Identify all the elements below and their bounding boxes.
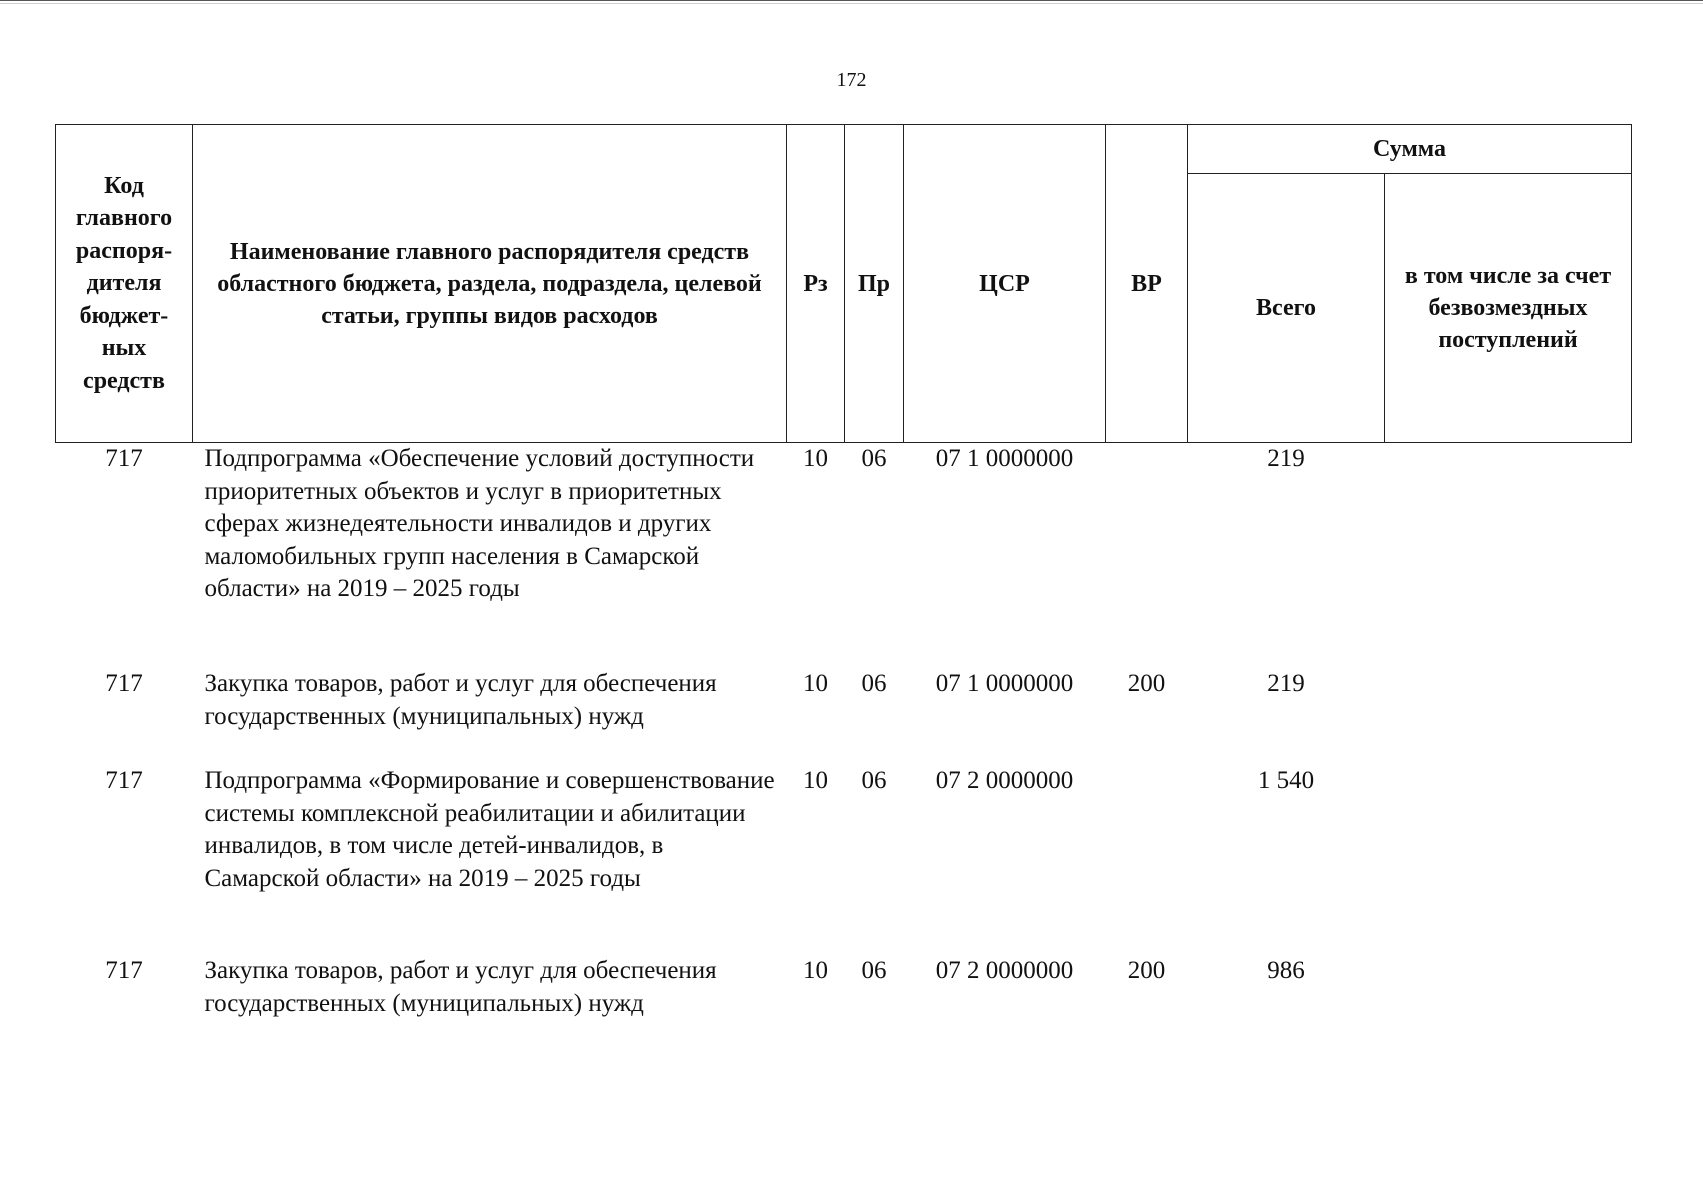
cell-name: Закупка товаров, работ и услуг для обеспечения государственных (муниципальных) нужд (204, 957, 717, 1017)
budget-table (55, 124, 1632, 1065)
cell-pr: 06 (861, 445, 887, 472)
cell-code: 717 (105, 957, 143, 984)
cell-free (1385, 443, 1632, 669)
cell-free (1385, 668, 1632, 765)
cell-pr: 06 (861, 767, 887, 794)
cell-total: 219 (1267, 670, 1305, 697)
cell-name: Подпрограмма «Обеспечение условий доступности приоритетных объектов и услуг в приоритетных сферах жизнедеятельности инвалидов и других маломобильных групп населения в Самарской области» на 2019 – 2025 годы (204, 445, 755, 602)
cell-code: 717 (105, 670, 143, 697)
cell-pr: 06 (861, 670, 887, 697)
header-total: Всего (1188, 174, 1385, 443)
cell-total: 1 540 (1257, 767, 1315, 794)
cell-rz: 10 (803, 767, 828, 794)
cell-free (1385, 955, 1632, 1065)
cell-vr: 200 (1127, 670, 1166, 697)
cell-csr: 07 1 0000000 (935, 445, 1074, 472)
cell-pr: 06 (861, 957, 887, 984)
cell-free (1385, 765, 1632, 955)
header-pr: Пр (845, 125, 904, 443)
header-vr: ВР (1106, 125, 1188, 443)
header-code: Код главного распоря-дителя бюджет-ных средств (56, 125, 193, 443)
cell-total: 986 (1267, 957, 1305, 984)
cell-rz: 10 (803, 957, 828, 984)
cell-name: Подпрограмма «Формирование и совершенствование системы комплексной реабилитации и абилитации инвалидов, в том числе детей-инвалидов, в Самарской области» на 2019 – 2025 годы (204, 767, 775, 892)
cell-code: 717 (105, 445, 143, 472)
table-header (56, 125, 1632, 443)
page-number-text: 172 (836, 69, 867, 91)
cell-vr (1106, 443, 1188, 669)
table-row (56, 443, 1632, 669)
header-name: Наименование главного распорядителя средств областного бюджета, раздела, подраздела, целевой статьи, группы видов расходов (193, 125, 787, 443)
top-edge-rule (0, 0, 1703, 4)
cell-name: Закупка товаров, работ и услуг для обеспечения государственных (муниципальных) нужд (204, 670, 717, 730)
table-row (56, 955, 1632, 1065)
cell-csr: 07 1 0000000 (935, 670, 1074, 697)
cell-csr: 07 2 0000000 (935, 767, 1074, 794)
cell-csr: 07 2 0000000 (935, 957, 1074, 984)
table-row (56, 765, 1632, 955)
cell-rz: 10 (803, 445, 828, 472)
cell-total: 219 (1267, 445, 1305, 472)
cell-rz: 10 (803, 670, 828, 697)
cell-vr (1106, 765, 1188, 955)
table-body (56, 443, 1632, 1066)
cell-vr: 200 (1127, 957, 1166, 984)
header-csr: ЦСР (904, 125, 1106, 443)
header-sum: Сумма (1188, 125, 1632, 174)
header-rz: Рз (787, 125, 845, 443)
page-number (0, 69, 1703, 92)
cell-code: 717 (105, 767, 143, 794)
header-free: в том числе за счет безвозмездных поступлений (1385, 174, 1632, 443)
table-row (56, 668, 1632, 765)
